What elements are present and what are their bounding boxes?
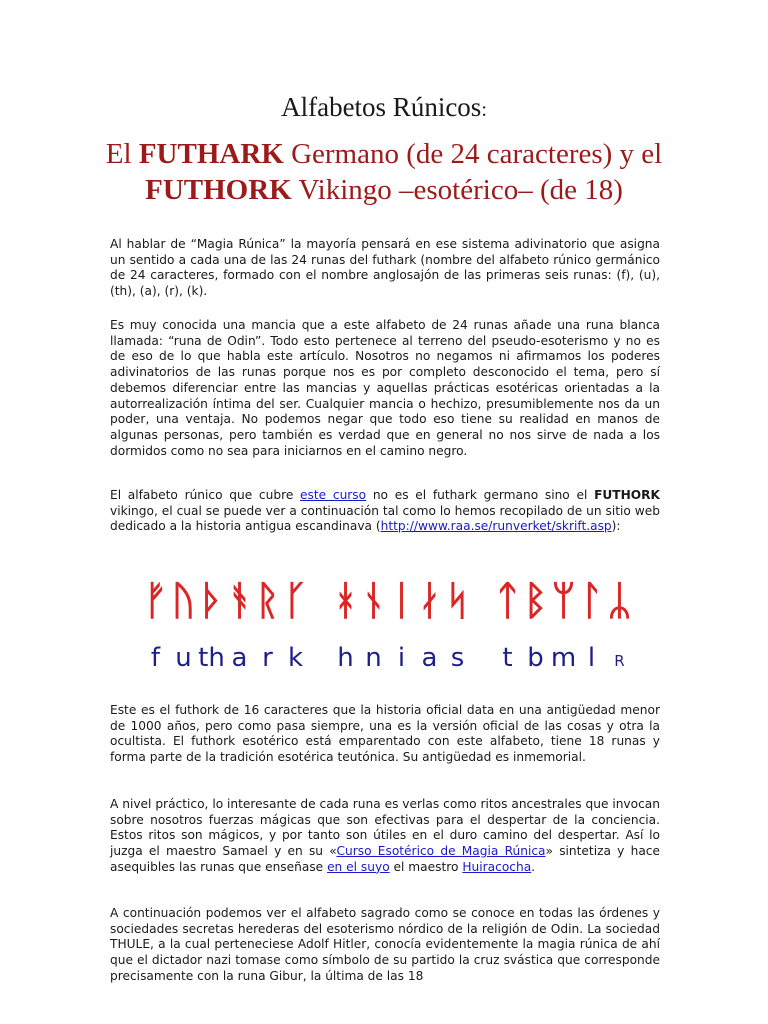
subtitle-line-2: FUTHORK Vikingo –esotérico– (de 18) xyxy=(145,174,623,206)
rune-letter: b xyxy=(527,643,544,673)
rune-glyph: ᚦ xyxy=(199,578,224,624)
page-title: Alfabetos Rúnicos: xyxy=(281,92,487,122)
paragraph-4: Este es el futhork de 16 caracteres que la historia oficial data en una antigüedad menor de 1000 años, pero como pasa siempre, una es la versión oficial de las cosas y otra la ocultista. El futhork esotérico está emparentado con este alfabeto, tiene 18 runas y forma parte de la tradición esotérica teutónica. Su antigüedad es inmemorial. xyxy=(110,703,660,765)
paragraph-5: A nivel práctico, lo interesante de cada runa es verlas como ritos ancestrales que invocan sobre nosotros fuerzas mágicas que son efectivas para el despertar de la conciencia. Estos ritos son mágicos, y por tanto son útiles en el duro camino del despertar. Así lo juzga el maestro Samael y en su «Curso Esotérico de Magia Rúnica» sintetiza y hace asequibles las runas que enseñase en el suyo el maestro Huiracocha. xyxy=(110,797,661,874)
subtitle xyxy=(0,136,768,208)
rune-letter: u xyxy=(175,643,192,673)
rune-glyph: ᚠ xyxy=(143,578,168,624)
paragraph-6: A continuación podemos ver el alfabeto sagrado como se conoce en todas las órdenes y sociedades secretas herederas del esoterismo nórdico de la religión de Odin. La sociedad THULE, a la cual perteneciese Adolf Hitler, conocía evidentemente la magia rúnica de ahí que el dictador nazi tomase como símbolo de su partido la cruz svástica que corresponde precisamente con la runa Gibur, la última de las 18 xyxy=(110,906,660,983)
rune-glyph: ᚱ xyxy=(255,578,280,624)
rune-letter: a xyxy=(421,643,438,673)
rune-letter: a xyxy=(231,643,248,673)
rune-glyph: ᛅ xyxy=(417,578,442,624)
rune-letter: n xyxy=(365,643,382,673)
rune-glyph: ᛁ xyxy=(389,578,414,624)
rune-glyph: ᛏ xyxy=(495,578,520,624)
rune-letter: i xyxy=(397,643,406,673)
paragraph-3: El alfabeto rúnico que cubre este curso no es el futhark germano sino el FUTHORK vikingo, el cual se puede ver a continuación tal como lo hemos recopilado de un sitio web dedicado a la historia antigua escandinava (http://www.raa.se/runverket/skrift.asp): xyxy=(110,488,660,534)
rune-glyph: ᛒ xyxy=(523,578,548,624)
futhork-rune-image xyxy=(130,566,645,686)
rune-glyph: ᛚ xyxy=(579,578,604,624)
rune-glyph: ᛘ xyxy=(551,578,576,624)
rune-glyph: ᛋ xyxy=(445,578,470,624)
link-en-el-suyo[interactable]: en el suyo xyxy=(327,859,390,874)
rune-glyph: ᚴ xyxy=(283,578,308,624)
rune-letter: R xyxy=(614,652,625,670)
rune-letter: r xyxy=(262,643,273,673)
futhork-figure xyxy=(130,566,645,686)
paragraph-1: Al hablar de “Magia Rúnica” la mayoría pensará en ese sistema adivinatorio que asigna un sentido a cada una de las 24 runas del futhark (nombre del alfabeto rúnico germánico de 24 caracteres, formado con el nombre anglosajón de las primeras seis runas: (f), (u), (th), (a), (r), (k). xyxy=(110,237,660,299)
rune-glyph: ᛦ xyxy=(607,578,632,624)
rune-letter: h xyxy=(337,643,354,673)
rune-glyph: ᚾ xyxy=(361,578,386,624)
rune-letter: t xyxy=(502,643,513,673)
link-raa-url[interactable]: http://www.raa.se/runverket/skrift.asp xyxy=(380,519,612,534)
rune-letter: l xyxy=(587,643,596,673)
rune-letter: s xyxy=(450,643,465,673)
subtitle-line-1: El FUTHARK Germano (de 24 caracteres) y el xyxy=(105,138,663,170)
rune-glyph: ᚬ xyxy=(227,578,252,624)
rune-glyph: ᚼ xyxy=(333,578,358,624)
link-curso-magia-runica[interactable]: Curso Esotérico de Magia Rúnica xyxy=(336,844,546,859)
rune-letter: f xyxy=(150,643,161,673)
link-huiracocha[interactable]: Huiracocha xyxy=(462,859,532,874)
paragraph-2: Es muy conocida una mancia que a este alfabeto de 24 runas añade una runa blanca llamada: “runa de Odin”. Todo esto pertenece al terreno del pseudo-esoterismo y no es de eso de lo que habla este artículo. Nosotros no negamos ni afirmamos los poderes adivinatorios de las runas porque nos es por completo desconocido el tema, pero sí debemos diferenciar entre las mancias y aquellas prácticas esotéricas orientadas a la autorrealización íntima del ser. Cualquier mancia o hechizo, presumiblemente nos da un poder, una ventaja. No podemos negar que todo eso tiene su realidad en manos de algunas personas, pero también es verdad que en general no nos sirve de nada a los dormidos como no sea para iniciarnos en el camino negro. xyxy=(110,318,660,458)
link-este-curso[interactable]: este curso xyxy=(300,488,367,502)
rune-letter: m xyxy=(550,643,577,673)
rune-glyph: ᚢ xyxy=(171,578,196,624)
rune-letter: th xyxy=(198,643,225,673)
rune-letter: k xyxy=(287,643,304,673)
